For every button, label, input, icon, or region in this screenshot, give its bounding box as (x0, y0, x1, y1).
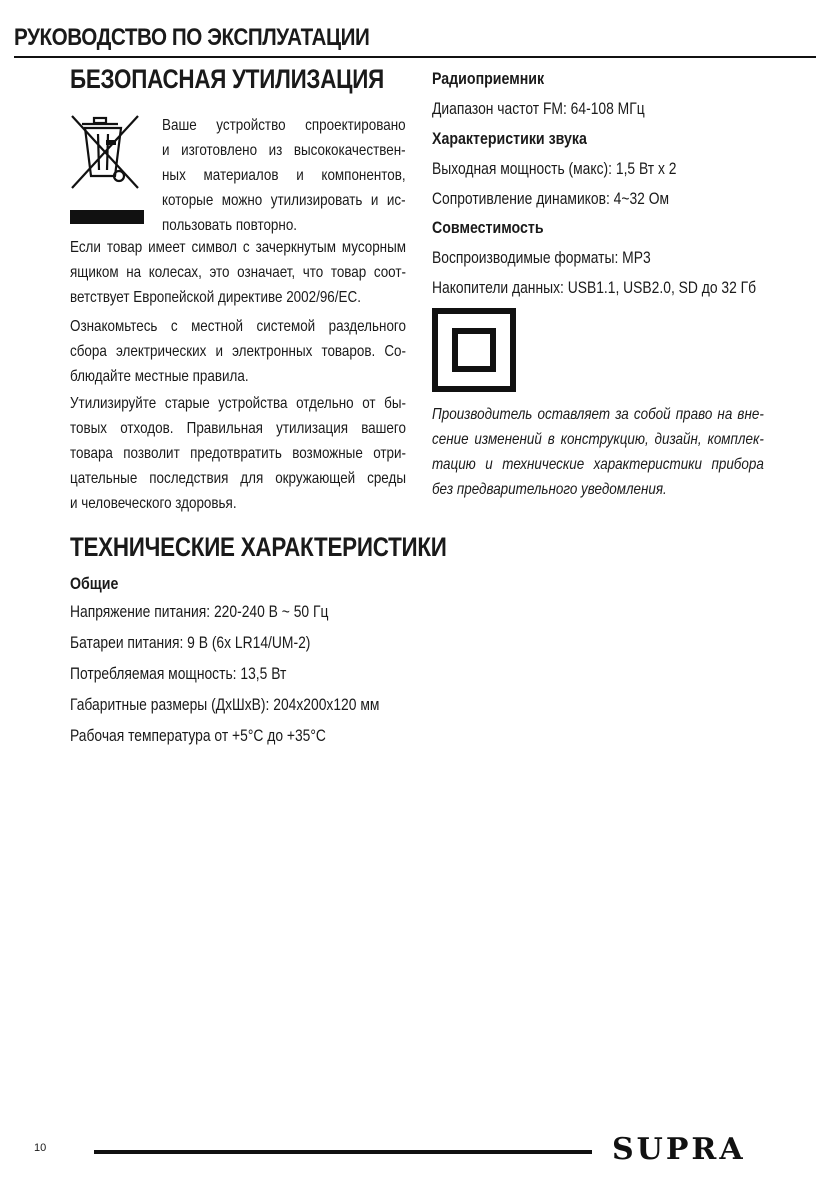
spec-line: Рабочая температура от +5°C до +35°C (70, 727, 326, 745)
disposal-intro-line: Ваше устройство спроектировано (162, 117, 406, 134)
paragraph-line: и человеческого здоровья. (70, 495, 237, 512)
header-rule (14, 56, 816, 58)
disclaimer-line: Производитель оставляет за собой право на вне- (432, 406, 764, 423)
disposal-intro (162, 113, 452, 238)
paragraph-line: ящиком на колесах, это означает, что товар соот- (70, 264, 406, 281)
paragraph-line: Ознакомьтесь с местной системой раздельного (70, 318, 406, 335)
manual-header-title: РУКОВОДСТВО ПО ЭКСПЛУАТАЦИИ (14, 24, 370, 51)
disposal-intro-line: ных материалов и компонентов, (162, 167, 406, 184)
brand-logo: SUPRA (612, 1132, 746, 1167)
disposal-intro-line: и изготовлено из высококачествен- (162, 142, 406, 159)
spec-line: Сопротивление динамиков: 4~32 Ом (432, 190, 670, 208)
paragraph-line: товых отходов. Правильная утилизация вашего (70, 420, 406, 437)
paragraph-line: Утилизируйте старые устройства отдельно от бы- (70, 395, 406, 412)
sound-heading: Характеристики звука (432, 130, 587, 148)
spec-line: Выходная мощность (макс): 1,5 Вт х 2 (432, 160, 677, 178)
disposal-paragraph-1 (70, 235, 470, 310)
disclaimer-line: сение изменений в конструкцию, дизайн, комплек- (432, 431, 764, 448)
spec-line: Батареи питания: 9 В (6х LR14/UM-2) (70, 634, 311, 652)
paragraph-line: блюдайте местные правила. (70, 368, 249, 385)
spec-line: Накопители данных: USB1.1, USB2.0, SD до 32 Гб (432, 279, 757, 297)
page-number: 10 (34, 1142, 47, 1154)
spec-line: Воспроизводимые форматы: MP3 (432, 249, 651, 267)
disclaimer-line: тацию и технические характеристики прибора (432, 456, 764, 473)
specs-title: ТЕХНИЧЕСКИЕ ХАРАКТЕРИСТИКИ (70, 532, 447, 562)
disposal-intro-line: пользовать повторно. (162, 217, 298, 234)
double-insulation-icon (432, 308, 516, 392)
paragraph-line: сбора электрических и электронных товаров. Со- (70, 343, 406, 360)
spec-line: Габаритные размеры (ДхШхВ): 204х200х120 мм (70, 696, 380, 714)
spec-line: Напряжение питания: 220-240 В ~ 50 Гц (70, 603, 329, 621)
footer-rule (94, 1150, 592, 1154)
general-heading: Общие (70, 575, 119, 593)
disposal-title: БЕЗОПАСНАЯ УТИЛИЗАЦИЯ (70, 64, 384, 94)
weee-black-bar (70, 210, 144, 224)
paragraph-line: товара позволит предотвратить возможные отри- (70, 445, 406, 462)
paragraph-line: ветствует Европейской директиве 2002/96/ЕС. (70, 289, 361, 306)
crossed-bin-icon (68, 110, 144, 194)
disclaimer (432, 402, 827, 502)
disposal-paragraph-3 (70, 391, 470, 516)
disposal-paragraph-2 (70, 314, 470, 389)
compat-heading: Совместимость (432, 219, 544, 237)
spec-line: Потребляемая мощность: 13,5 Вт (70, 665, 287, 683)
radio-heading: Радиоприемник (432, 70, 545, 88)
disclaimer-line: без предварительного уведомления. (432, 481, 667, 498)
spec-line: Диапазон частот FM: 64-108 МГц (432, 100, 645, 118)
paragraph-line: Если товар имеет символ с зачеркнутым мусорным (70, 239, 406, 256)
disposal-intro-line: которые можно утилизировать и ис- (162, 192, 406, 209)
paragraph-line: цательные последствия для окружающей среды (70, 470, 406, 487)
